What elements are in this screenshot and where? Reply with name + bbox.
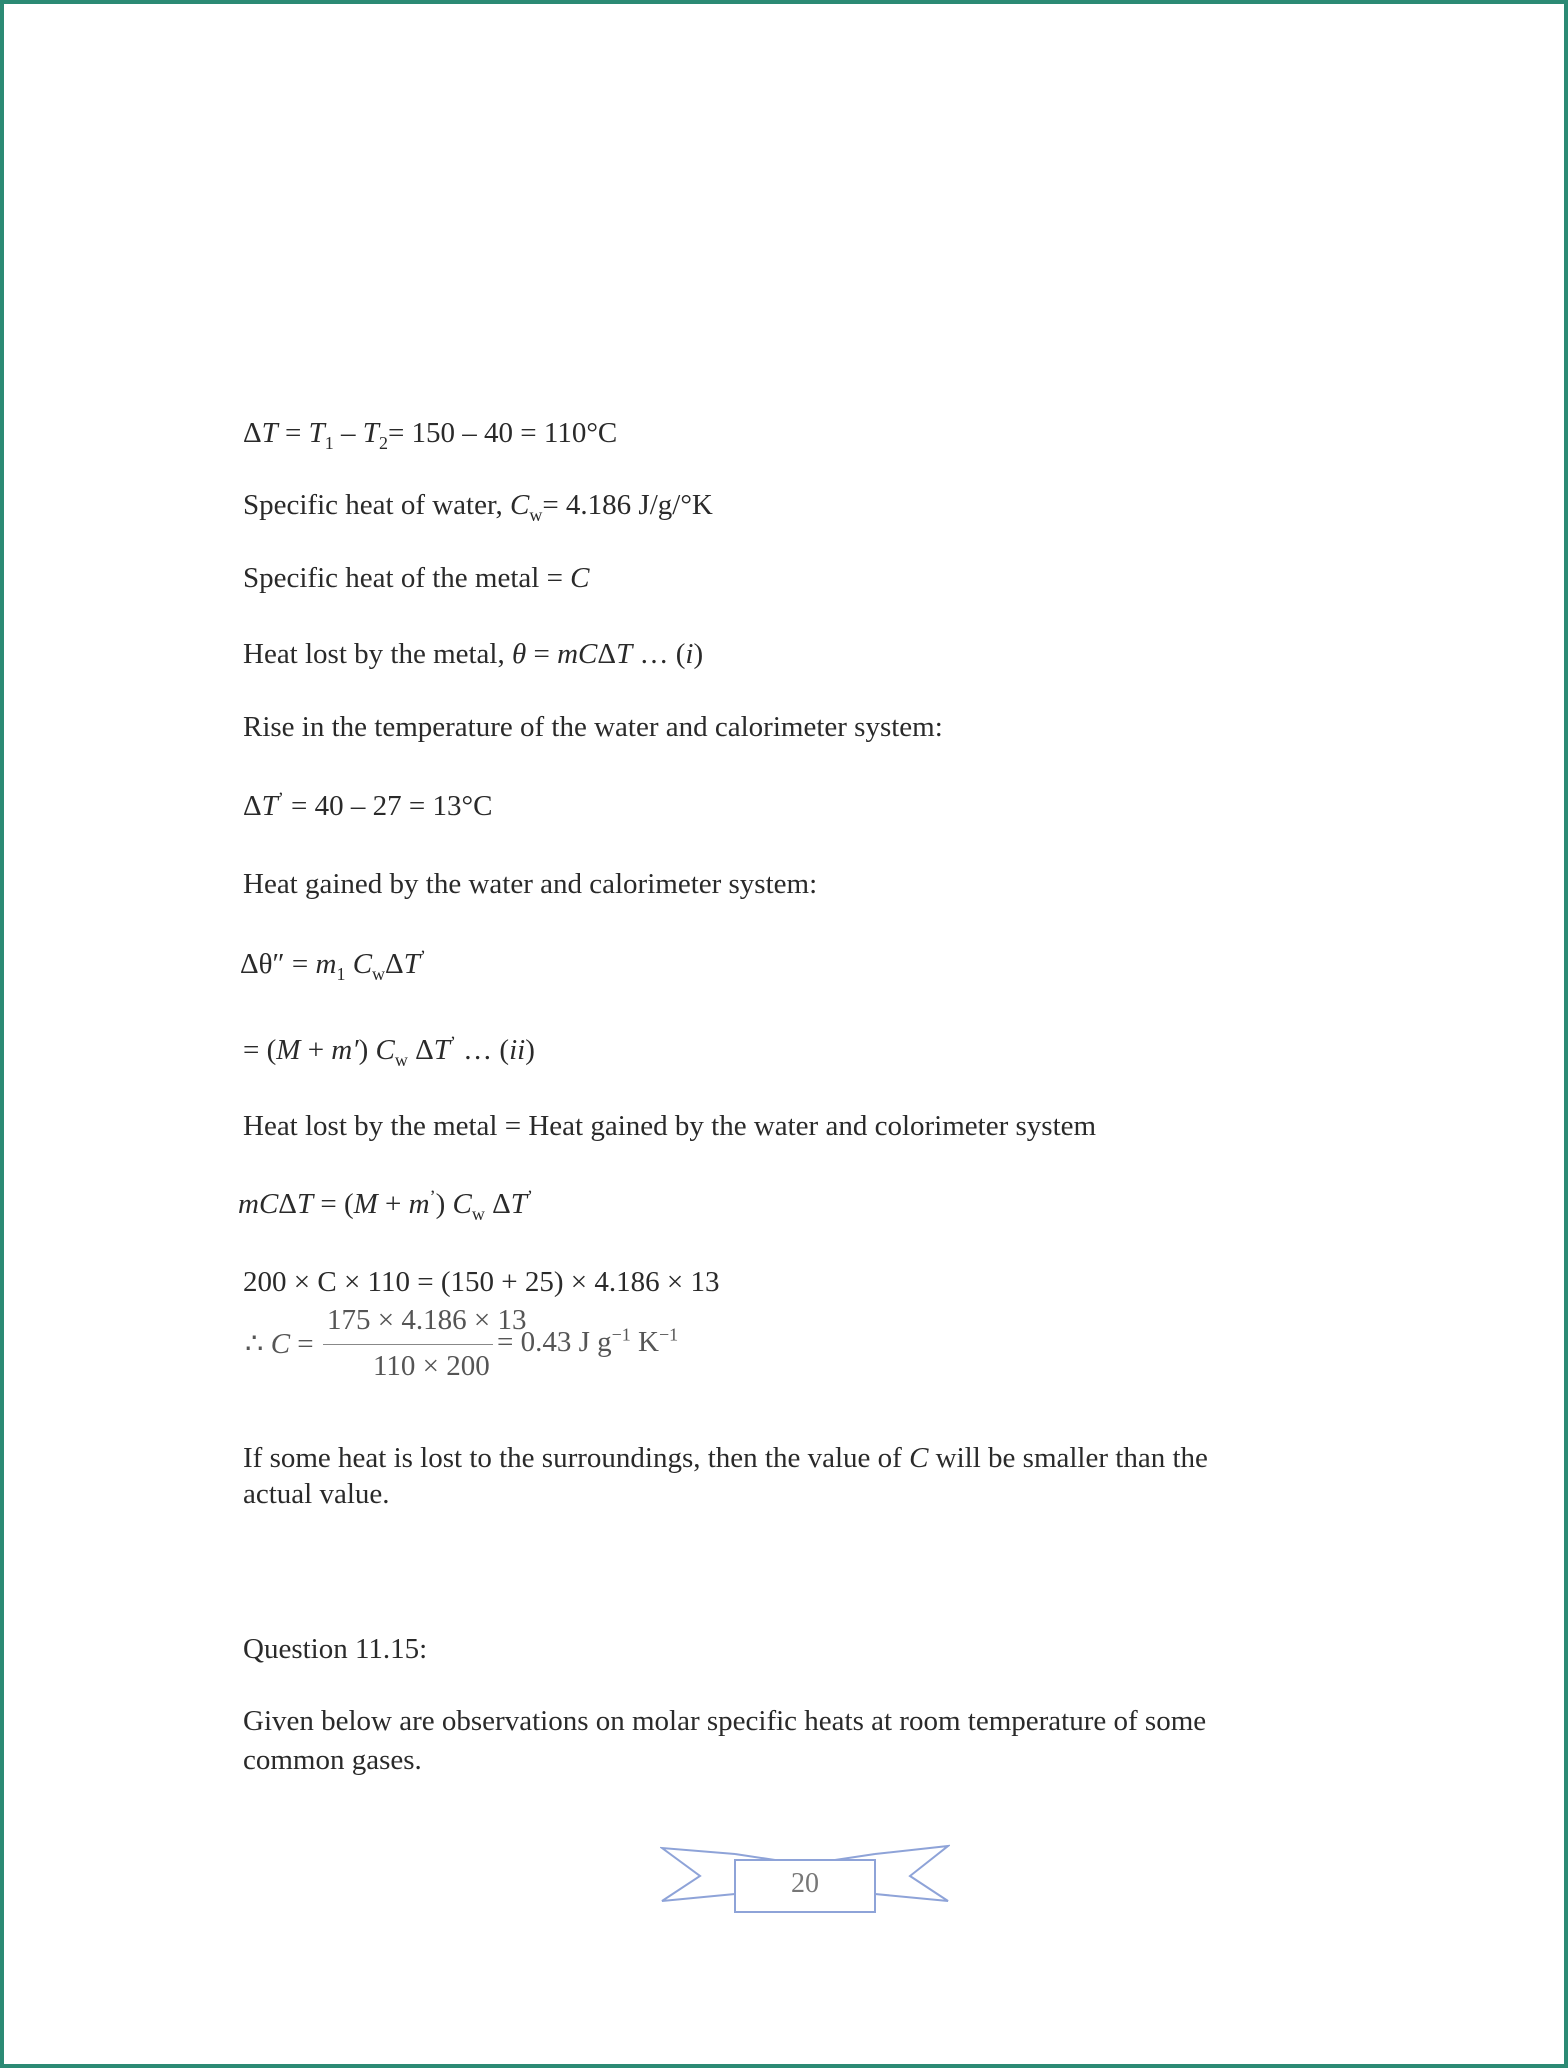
fraction-result: = 0.43 J $g^{-1}$ $K^{-1}$	[497, 1324, 679, 1358]
page-number: 20	[791, 1868, 819, 1899]
page-number-ribbon	[660, 1836, 950, 1916]
heat-loss-note-line2: actual value.	[243, 1478, 390, 1510]
fraction-lhs: ∴ C =	[245, 1328, 314, 1360]
specific-heat-water: Specific heat of water, $C_w= 4.186$ J/g/°K	[243, 489, 713, 525]
fraction-bar	[323, 1344, 493, 1345]
heat-lost-equation: Heat lost by the metal, θ = mCΔT … (i)	[243, 638, 704, 670]
question-text-line2: common gases.	[243, 1744, 422, 1776]
heat-balance-text: Heat lost by the metal = Heat gained by the water and colorimeter system	[243, 1110, 1097, 1142]
heat-gained-text: Heat gained by the water and calorimeter system:	[243, 868, 818, 900]
delta-t-equation: $\Delta T = T_1 - T_2= 150 - 40 = 110^\circ C$	[243, 417, 618, 453]
heat-loss-note-line1: If some heat is lost to the surroundings, then the value of C will be smaller than the	[243, 1442, 1208, 1474]
question-text-line1: Given below are observations on molar specific heats at room temperature of some	[243, 1705, 1207, 1737]
question-heading: Question 11.15:	[243, 1633, 428, 1665]
fraction-numerator: 175 × 4.186 × 13	[327, 1304, 527, 1336]
fraction-denominator: 110 × 200	[373, 1350, 490, 1382]
numeric-substitution: 200 × C × 110 = (150 + 25) × 4.186 × 13	[243, 1266, 720, 1298]
rise-temperature-text: Rise in the temperature of the water and calorimeter system:	[243, 711, 943, 743]
heat-balance-equation: mCΔT = (M + m’) $C_w$ ΔT’	[238, 1186, 533, 1224]
specific-heat-metal: Specific heat of the metal = C	[243, 562, 590, 594]
heat-gained-equation-ii: = (M + m′) $C_w$ ΔT’ … (ii)	[243, 1032, 535, 1070]
heat-gained-equation: $\Delta\theta'' = m_1$ $C_w\Delta T^’$	[240, 946, 426, 984]
delta-t-prime-equation: ΔT’ = 40 – 27 = 13°C	[243, 788, 493, 822]
